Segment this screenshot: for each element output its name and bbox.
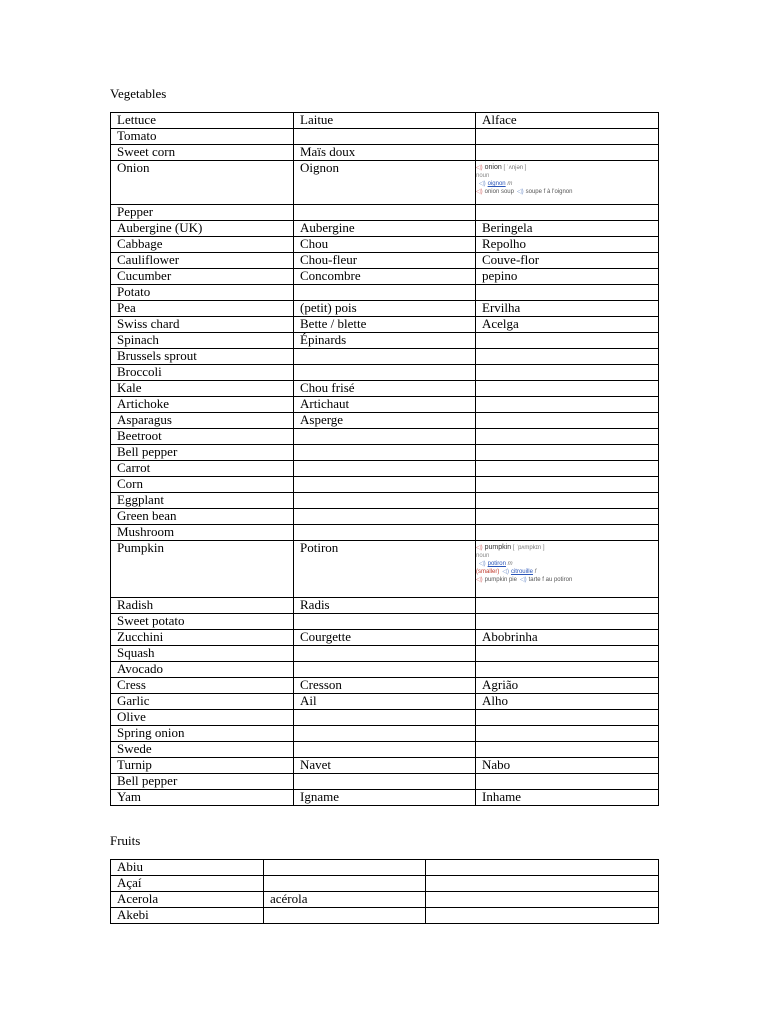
- vegetables-table: [110, 112, 659, 806]
- table-cell: Abobrinha: [476, 630, 659, 646]
- speaker-icon: ◁): [502, 569, 509, 575]
- snippet-context: (smaller): [476, 569, 500, 575]
- table-cell: Laitue: [294, 113, 476, 129]
- table-cell: [294, 477, 476, 493]
- table-cell: Cauliflower: [111, 253, 294, 269]
- table-cell: [264, 876, 426, 892]
- snippet-pos: noun: [476, 173, 490, 179]
- table-cell: Zucchini: [111, 630, 294, 646]
- table-cell: [294, 710, 476, 726]
- vegetable-row: [111, 726, 659, 742]
- table-cell: [476, 285, 659, 301]
- table-cell: [294, 509, 476, 525]
- table-cell: Green bean: [111, 509, 294, 525]
- vegetable-row: [111, 614, 659, 630]
- vegetables-heading: Vegetables: [110, 86, 167, 101]
- table-cell: Spinach: [111, 333, 294, 349]
- table-cell: [476, 397, 659, 413]
- table-cell: Mushroom: [111, 525, 294, 541]
- table-cell: Concombre: [294, 269, 476, 285]
- table-cell: Asparagus: [111, 413, 294, 429]
- table-cell: [294, 614, 476, 630]
- table-cell: Radish: [111, 598, 294, 614]
- table-cell: [426, 876, 659, 892]
- table-cell: [264, 908, 426, 924]
- table-cell: Onion: [111, 161, 294, 205]
- speaker-icon: ◁): [476, 189, 483, 195]
- vegetable-row: [111, 541, 659, 598]
- vegetable-row: [111, 678, 659, 694]
- snippet-phonetic: [ ˈʌnjən ]: [503, 165, 527, 171]
- table-cell: Pepper: [111, 205, 294, 221]
- vegetable-row: [111, 269, 659, 285]
- table-cell: [294, 774, 476, 790]
- table-cell: Cress: [111, 678, 294, 694]
- fruits-table: [110, 859, 659, 924]
- vegetable-row: [111, 161, 659, 205]
- table-cell: [476, 129, 659, 145]
- onion-dictionary-snippet: [476, 161, 602, 196]
- table-cell: Sweet potato: [111, 614, 294, 630]
- table-cell: Turnip: [111, 758, 294, 774]
- snippet-gender: f: [534, 569, 537, 575]
- table-cell: [476, 493, 659, 509]
- table-cell: Alface: [476, 113, 659, 129]
- table-cell: [264, 860, 426, 876]
- vegetable-row: [111, 477, 659, 493]
- snippet-headword: pumpkin: [484, 544, 512, 551]
- table-cell: Beetroot: [111, 429, 294, 445]
- fruit-row: [111, 892, 659, 908]
- table-cell: [294, 646, 476, 662]
- table-cell: Aubergine (UK): [111, 221, 294, 237]
- table-cell: [476, 333, 659, 349]
- table-cell: Broccoli: [111, 365, 294, 381]
- snippet-example-fr: tarte f au potiron: [528, 577, 573, 583]
- table-cell: [476, 365, 659, 381]
- speaker-icon: ◁): [479, 181, 486, 187]
- table-cell: [426, 908, 659, 924]
- table-cell: Pea: [111, 301, 294, 317]
- speaker-icon: ◁): [476, 545, 483, 551]
- table-cell: Potiron: [294, 541, 476, 598]
- table-cell: Sweet corn: [111, 145, 294, 161]
- table-cell: Tomato: [111, 129, 294, 145]
- speaker-icon: ◁): [476, 577, 483, 583]
- vegetable-row: [111, 493, 659, 509]
- vegetable-row: [111, 237, 659, 253]
- vegetable-row: [111, 758, 659, 774]
- snippet-example-en: pumpkin pie: [484, 577, 517, 583]
- vegetable-row: [111, 598, 659, 614]
- fruits-heading: Fruits: [110, 833, 141, 848]
- vegetable-row: [111, 413, 659, 429]
- table-cell: Acelga: [476, 317, 659, 333]
- snippet-gender: m: [507, 561, 513, 567]
- table-cell: Bell pepper: [111, 774, 294, 790]
- vegetable-row: [111, 145, 659, 161]
- table-cell: [476, 598, 659, 614]
- vegetable-row: [111, 113, 659, 129]
- table-cell: Avocado: [111, 662, 294, 678]
- vegetable-row: [111, 285, 659, 301]
- vegetable-row: [111, 349, 659, 365]
- table-cell: Eggplant: [111, 493, 294, 509]
- vegetable-row: [111, 774, 659, 790]
- table-cell: Chou: [294, 237, 476, 253]
- fruit-row: [111, 860, 659, 876]
- table-cell: Pumpkin: [111, 541, 294, 598]
- snippet-example-en: onion soup: [484, 189, 514, 195]
- table-cell: Artichoke: [111, 397, 294, 413]
- table-cell: Spring onion: [111, 726, 294, 742]
- speaker-icon: ◁): [516, 189, 524, 195]
- snippet-cell: [476, 161, 659, 205]
- vegetable-row: [111, 461, 659, 477]
- table-cell: Aubergine: [294, 221, 476, 237]
- table-cell: Lettuce: [111, 113, 294, 129]
- table-cell: Cucumber: [111, 269, 294, 285]
- speaker-icon: ◁): [519, 577, 527, 583]
- table-cell: Ail: [294, 694, 476, 710]
- table-cell: Épinards: [294, 333, 476, 349]
- table-cell: Radis: [294, 598, 476, 614]
- table-cell: Alho: [476, 694, 659, 710]
- vegetable-row: [111, 742, 659, 758]
- table-cell: Chou-fleur: [294, 253, 476, 269]
- table-cell: Artichaut: [294, 397, 476, 413]
- vegetable-row: [111, 317, 659, 333]
- table-cell: Chou frisé: [294, 381, 476, 397]
- table-cell: Oignon: [294, 161, 476, 205]
- vegetable-row: [111, 253, 659, 269]
- vegetable-row: [111, 646, 659, 662]
- table-cell: Nabo: [476, 758, 659, 774]
- table-cell: Carrot: [111, 461, 294, 477]
- table-cell: [294, 129, 476, 145]
- table-cell: [476, 429, 659, 445]
- table-cell: [294, 445, 476, 461]
- table-cell: Squash: [111, 646, 294, 662]
- table-cell: Abiu: [111, 860, 264, 876]
- table-cell: Swede: [111, 742, 294, 758]
- speaker-icon: ◁): [479, 561, 486, 567]
- table-cell: [476, 646, 659, 662]
- table-cell: [294, 285, 476, 301]
- vegetable-row: [111, 333, 659, 349]
- snippet-example-fr: soupe f à l'oignon: [525, 189, 573, 195]
- table-cell: [476, 349, 659, 365]
- table-cell: [476, 413, 659, 429]
- vegetable-row: [111, 525, 659, 541]
- table-cell: [294, 493, 476, 509]
- table-cell: Corn: [111, 477, 294, 493]
- table-cell: Cresson: [294, 678, 476, 694]
- table-cell: [476, 662, 659, 678]
- table-cell: Açaí: [111, 876, 264, 892]
- table-cell: Garlic: [111, 694, 294, 710]
- table-cell: [476, 525, 659, 541]
- table-cell: [476, 205, 659, 221]
- snippet-translation[interactable]: potiron: [487, 561, 506, 567]
- table-cell: Brussels sprout: [111, 349, 294, 365]
- snippet-phonetic: [ ˈpʌmpkɪn ]: [512, 545, 545, 551]
- table-cell: Repolho: [476, 237, 659, 253]
- vegetable-row: [111, 790, 659, 806]
- table-cell: [476, 774, 659, 790]
- table-cell: [476, 726, 659, 742]
- table-cell: [426, 892, 659, 908]
- vegetable-row: [111, 129, 659, 145]
- vegetable-row: [111, 301, 659, 317]
- table-cell: Potato: [111, 285, 294, 301]
- vegetable-row: [111, 630, 659, 646]
- table-cell: [294, 662, 476, 678]
- table-cell: [476, 742, 659, 758]
- vegetable-row: [111, 381, 659, 397]
- table-cell: Yam: [111, 790, 294, 806]
- fruit-row: [111, 908, 659, 924]
- vegetable-row: [111, 397, 659, 413]
- vegetable-row: [111, 662, 659, 678]
- speaker-icon: ◁): [476, 165, 483, 171]
- table-cell: [426, 860, 659, 876]
- vegetable-row: [111, 509, 659, 525]
- snippet-cell: [476, 541, 659, 598]
- snippet-pos: noun: [476, 553, 490, 559]
- table-cell: [294, 461, 476, 477]
- table-cell: Beringela: [476, 221, 659, 237]
- table-cell: [476, 145, 659, 161]
- table-cell: [294, 742, 476, 758]
- table-cell: Olive: [111, 710, 294, 726]
- vegetable-row: [111, 445, 659, 461]
- table-cell: Couve-flor: [476, 253, 659, 269]
- table-cell: [294, 525, 476, 541]
- table-cell: [476, 614, 659, 630]
- table-cell: [476, 445, 659, 461]
- table-cell: [294, 726, 476, 742]
- table-cell: Bell pepper: [111, 445, 294, 461]
- fruit-row: [111, 876, 659, 892]
- table-cell: [476, 461, 659, 477]
- snippet-translation[interactable]: oignon: [487, 181, 506, 187]
- table-cell: Maïs doux: [294, 145, 476, 161]
- vegetable-row: [111, 365, 659, 381]
- table-cell: Kale: [111, 381, 294, 397]
- table-cell: Navet: [294, 758, 476, 774]
- snippet-translation[interactable]: citrouille: [510, 569, 533, 575]
- table-cell: Bette / blette: [294, 317, 476, 333]
- table-cell: [294, 205, 476, 221]
- table-cell: pepino: [476, 269, 659, 285]
- snippet-gender: m: [507, 181, 513, 187]
- vegetable-row: [111, 221, 659, 237]
- table-cell: [476, 477, 659, 493]
- vegetable-row: [111, 205, 659, 221]
- vegetable-row: [111, 694, 659, 710]
- table-cell: [294, 429, 476, 445]
- table-cell: Ervilha: [476, 301, 659, 317]
- table-cell: Asperge: [294, 413, 476, 429]
- table-cell: Courgette: [294, 630, 476, 646]
- table-cell: Inhame: [476, 790, 659, 806]
- table-cell: Acerola: [111, 892, 264, 908]
- vegetable-row: [111, 429, 659, 445]
- snippet-headword: onion: [484, 164, 502, 171]
- table-cell: Akebi: [111, 908, 264, 924]
- table-cell: (petit) pois: [294, 301, 476, 317]
- table-cell: [476, 381, 659, 397]
- table-cell: [294, 349, 476, 365]
- table-cell: Igname: [294, 790, 476, 806]
- table-cell: acérola: [264, 892, 426, 908]
- table-cell: [476, 509, 659, 525]
- table-cell: [476, 710, 659, 726]
- table-cell: Agrião: [476, 678, 659, 694]
- table-cell: Cabbage: [111, 237, 294, 253]
- table-cell: Swiss chard: [111, 317, 294, 333]
- table-cell: [294, 365, 476, 381]
- pumpkin-dictionary-snippet: [476, 541, 602, 584]
- vegetable-row: [111, 710, 659, 726]
